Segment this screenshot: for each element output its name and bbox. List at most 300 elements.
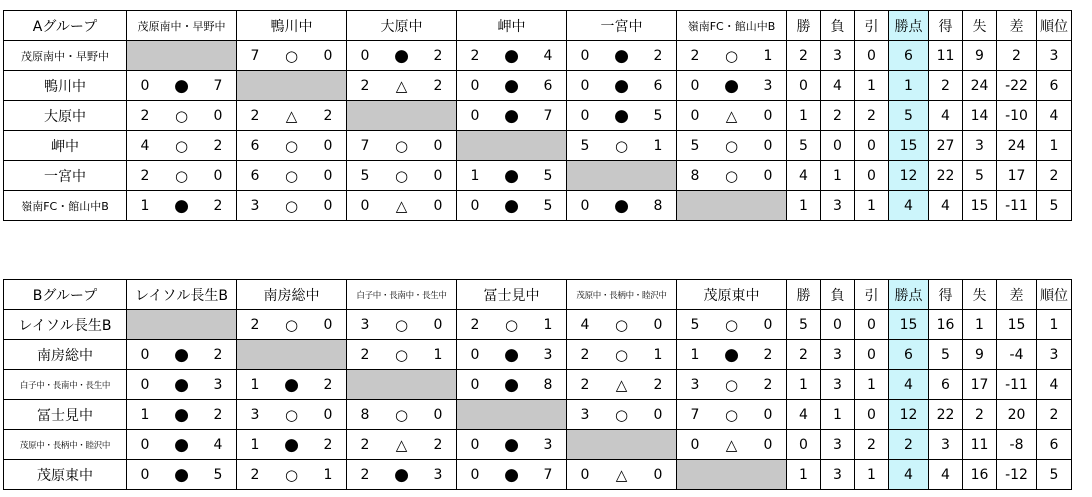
stat-cell: 6 <box>929 370 963 400</box>
goals-against: 0 <box>763 316 773 333</box>
goals-against: 2 <box>653 376 663 393</box>
header-row <box>4 280 1072 310</box>
group-b-table <box>3 279 1072 490</box>
column-team-header: 一宮中 <box>567 11 677 41</box>
goals-for: 2 <box>140 167 150 184</box>
match-result-cell <box>127 400 237 430</box>
goals-against: 0 <box>213 167 223 184</box>
stat-cell: 15 <box>963 191 997 221</box>
goals-for: 2 <box>250 316 260 333</box>
goals-for: 0 <box>580 197 590 214</box>
stat-cell: 4 <box>889 460 929 490</box>
stat-cell: 0 <box>787 71 821 101</box>
goals-against: 2 <box>653 47 663 64</box>
row-team-name: 冨士見中 <box>4 400 127 430</box>
result-mark: ● <box>174 464 189 485</box>
column-team-header: 鴨川中 <box>237 11 347 41</box>
goals-against: 2 <box>213 346 223 363</box>
stat-cell: 4 <box>787 400 821 430</box>
match-score <box>457 166 566 186</box>
result-mark: ○ <box>394 405 409 424</box>
match-score <box>237 375 346 395</box>
stat-header: 失 <box>963 11 997 41</box>
goals-against: 8 <box>543 376 553 393</box>
match-result-cell <box>237 400 347 430</box>
goals-for: 0 <box>140 436 150 453</box>
result-mark: ○ <box>614 345 629 364</box>
goals-for: 0 <box>690 436 700 453</box>
match-score <box>237 167 346 185</box>
match-score <box>567 316 676 334</box>
stat-cell: 5 <box>929 340 963 370</box>
result-mark: ● <box>724 344 739 365</box>
stat-cell: 4 <box>1037 101 1072 131</box>
goals-against: 0 <box>323 167 333 184</box>
result-mark: ● <box>394 45 409 66</box>
match-score <box>677 137 786 155</box>
match-score <box>457 375 566 395</box>
match-result-cell <box>457 191 567 221</box>
goals-for: 0 <box>470 436 480 453</box>
result-mark: ○ <box>724 166 739 185</box>
match-score <box>457 76 566 96</box>
result-mark: ● <box>284 434 299 455</box>
goals-for: 8 <box>690 167 700 184</box>
column-team-header: 岬中 <box>457 11 567 41</box>
goals-against: 5 <box>653 107 663 124</box>
stat-cell: 15 <box>997 310 1037 340</box>
match-score <box>677 107 786 125</box>
match-score <box>127 107 236 125</box>
stat-header: 勝点 <box>889 280 929 310</box>
stat-header: 負 <box>821 11 855 41</box>
match-score <box>567 346 676 364</box>
goals-against: 0 <box>323 197 333 214</box>
result-mark: △ <box>615 465 628 484</box>
stat-cell: 12 <box>889 400 929 430</box>
match-score <box>127 167 236 185</box>
self-match-cell <box>677 191 787 221</box>
match-result-cell <box>237 41 347 71</box>
result-mark: △ <box>285 106 298 125</box>
goals-for: 2 <box>690 47 700 64</box>
goals-for: 2 <box>360 346 370 363</box>
stat-cell: 1 <box>821 400 855 430</box>
goals-against: 0 <box>323 47 333 64</box>
goals-against: 5 <box>213 466 223 483</box>
match-score <box>567 196 676 216</box>
result-mark: ● <box>504 344 519 365</box>
match-score <box>677 406 786 424</box>
match-result-cell <box>457 340 567 370</box>
match-result-cell <box>567 460 677 490</box>
result-mark: ● <box>504 165 519 186</box>
stat-cell: 16 <box>929 310 963 340</box>
match-result-cell <box>567 191 677 221</box>
goals-against: 4 <box>213 436 223 453</box>
match-score <box>347 465 456 485</box>
stat-cell: 0 <box>787 430 821 460</box>
goals-against: 3 <box>213 376 223 393</box>
match-score <box>677 345 786 365</box>
result-mark: ○ <box>284 46 299 65</box>
match-score <box>237 137 346 155</box>
team-row <box>4 340 1072 370</box>
match-result-cell <box>677 430 787 460</box>
stat-cell: 1 <box>963 310 997 340</box>
match-score <box>347 346 456 364</box>
goals-for: 2 <box>470 47 480 64</box>
match-score <box>347 197 456 215</box>
goals-against: 2 <box>763 346 773 363</box>
result-mark: ● <box>504 464 519 485</box>
goals-for: 7 <box>360 137 370 154</box>
stat-cell: 1 <box>889 71 929 101</box>
goals-for: 3 <box>250 197 260 214</box>
stat-cell: 3 <box>821 460 855 490</box>
goals-for: 6 <box>250 137 260 154</box>
result-mark: ○ <box>724 375 739 394</box>
self-match-cell <box>567 161 677 191</box>
goals-for: 5 <box>360 167 370 184</box>
match-score <box>237 107 346 125</box>
goals-against: 0 <box>763 107 773 124</box>
goals-against: 5 <box>543 167 553 184</box>
result-mark: ● <box>174 75 189 96</box>
self-match-cell <box>237 340 347 370</box>
match-score <box>567 106 676 126</box>
match-result-cell <box>237 430 347 460</box>
goals-for: 1 <box>250 376 260 393</box>
team-row <box>4 191 1072 221</box>
goals-for: 2 <box>250 466 260 483</box>
goals-for: 1 <box>140 197 150 214</box>
match-result-cell <box>237 101 347 131</box>
stat-header: 勝 <box>787 280 821 310</box>
self-match-cell <box>567 430 677 460</box>
team-row <box>4 400 1072 430</box>
match-score <box>457 345 566 365</box>
result-mark: ○ <box>504 315 519 334</box>
self-match-cell <box>457 131 567 161</box>
stat-cell: -22 <box>997 71 1037 101</box>
goals-for: 2 <box>360 466 370 483</box>
result-mark: ● <box>504 434 519 455</box>
stat-cell: 4 <box>929 460 963 490</box>
match-result-cell <box>347 41 457 71</box>
stat-cell: 3 <box>821 370 855 400</box>
match-result-cell <box>237 370 347 400</box>
goals-for: 0 <box>470 107 480 124</box>
self-match-cell <box>457 400 567 430</box>
team-row <box>4 101 1072 131</box>
result-mark: ○ <box>394 166 409 185</box>
match-score <box>457 46 566 66</box>
result-mark: ● <box>504 195 519 216</box>
goals-against: 1 <box>653 137 663 154</box>
goals-for: 2 <box>580 376 590 393</box>
stat-header: 勝 <box>787 11 821 41</box>
stat-cell: 1 <box>787 101 821 131</box>
goals-for: 4 <box>580 316 590 333</box>
column-team-header: 大原中 <box>347 11 457 41</box>
stat-cell: 4 <box>929 101 963 131</box>
goals-against: 2 <box>213 197 223 214</box>
match-result-cell <box>677 370 787 400</box>
goals-against: 0 <box>213 107 223 124</box>
stat-cell: 5 <box>787 131 821 161</box>
goals-for: 2 <box>580 346 590 363</box>
stat-cell: 6 <box>1037 71 1072 101</box>
goals-for: 6 <box>250 167 260 184</box>
match-result-cell <box>677 101 787 131</box>
result-mark: ○ <box>614 315 629 334</box>
goals-against: 1 <box>763 47 773 64</box>
match-score <box>567 46 676 66</box>
goals-against: 0 <box>323 406 333 423</box>
stat-cell: 2 <box>855 101 889 131</box>
result-mark: ○ <box>284 315 299 334</box>
stat-cell: 2 <box>821 101 855 131</box>
stat-cell: 12 <box>889 161 929 191</box>
match-score <box>127 345 236 365</box>
match-result-cell <box>457 161 567 191</box>
stat-cell: 0 <box>855 310 889 340</box>
match-result-cell <box>127 460 237 490</box>
match-result-cell <box>237 131 347 161</box>
stat-cell: 6 <box>889 340 929 370</box>
row-team-name: 茂原中・長柄中・睦沢中 <box>4 430 127 460</box>
match-result-cell <box>347 400 457 430</box>
result-mark: ○ <box>724 46 739 65</box>
goals-against: 0 <box>653 466 663 483</box>
goals-for: 1 <box>250 436 260 453</box>
result-mark: ● <box>614 45 629 66</box>
self-match-cell <box>347 101 457 131</box>
group-title: Aグループ <box>4 11 127 41</box>
goals-against: 2 <box>213 137 223 154</box>
goals-against: 7 <box>213 77 223 94</box>
match-score <box>127 435 236 455</box>
row-team-name: レイソル長生B <box>4 310 127 340</box>
goals-against: 6 <box>653 77 663 94</box>
match-score <box>677 167 786 185</box>
stat-cell: 1 <box>787 191 821 221</box>
goals-against: 0 <box>433 167 443 184</box>
stat-cell: 1 <box>855 71 889 101</box>
match-score <box>237 197 346 215</box>
stat-cell: 1 <box>821 161 855 191</box>
result-mark: ● <box>504 105 519 126</box>
stat-cell: 27 <box>929 131 963 161</box>
match-result-cell <box>347 310 457 340</box>
stat-cell: 24 <box>963 71 997 101</box>
match-result-cell <box>567 131 677 161</box>
goals-against: 1 <box>543 316 553 333</box>
goals-against: 1 <box>653 346 663 363</box>
match-score <box>347 77 456 95</box>
stat-cell: 5 <box>889 101 929 131</box>
stat-cell: 15 <box>889 310 929 340</box>
stat-cell: 5 <box>963 161 997 191</box>
match-result-cell <box>127 161 237 191</box>
goals-against: 3 <box>543 346 553 363</box>
match-result-cell <box>237 161 347 191</box>
goals-against: 2 <box>433 436 443 453</box>
goals-against: 7 <box>543 466 553 483</box>
goals-for: 0 <box>360 197 370 214</box>
self-match-cell <box>127 41 237 71</box>
stat-cell: 22 <box>929 400 963 430</box>
result-mark: ● <box>724 75 739 96</box>
stat-cell: 1 <box>1037 131 1072 161</box>
stat-cell: 2 <box>787 41 821 71</box>
stat-cell: 24 <box>997 131 1037 161</box>
match-score <box>567 406 676 424</box>
stat-cell: 20 <box>997 400 1037 430</box>
goals-for: 7 <box>690 406 700 423</box>
result-mark: △ <box>615 375 628 394</box>
match-result-cell <box>127 101 237 131</box>
goals-for: 2 <box>250 107 260 124</box>
stat-cell: -10 <box>997 101 1037 131</box>
goals-for: 1 <box>140 406 150 423</box>
goals-against: 0 <box>763 137 773 154</box>
stat-cell: 22 <box>929 161 963 191</box>
match-result-cell <box>677 400 787 430</box>
goals-for: 3 <box>250 406 260 423</box>
goals-for: 1 <box>690 346 700 363</box>
stat-cell: 1 <box>787 370 821 400</box>
row-team-name: 茂原南中・早野中 <box>4 41 127 71</box>
stat-cell: 4 <box>929 191 963 221</box>
match-result-cell <box>127 430 237 460</box>
goals-for: 2 <box>360 436 370 453</box>
stat-cell: 16 <box>963 460 997 490</box>
match-result-cell <box>457 460 567 490</box>
stat-cell: 3 <box>1037 340 1072 370</box>
result-mark: △ <box>725 106 738 125</box>
match-score <box>567 137 676 155</box>
goals-against: 2 <box>323 107 333 124</box>
match-score <box>347 46 456 66</box>
column-team-header: 白子中・長南中・長生中 <box>347 280 457 310</box>
match-score <box>127 76 236 96</box>
goals-against: 0 <box>763 436 773 453</box>
row-team-name: 嶺南FC・館山中B <box>4 191 127 221</box>
goals-against: 0 <box>653 406 663 423</box>
result-mark: ● <box>614 195 629 216</box>
team-row <box>4 430 1072 460</box>
stat-cell: 2 <box>997 41 1037 71</box>
goals-for: 0 <box>580 77 590 94</box>
match-score <box>677 436 786 454</box>
goals-against: 0 <box>323 137 333 154</box>
match-result-cell <box>677 310 787 340</box>
goals-for: 0 <box>140 376 150 393</box>
match-result-cell <box>347 430 457 460</box>
match-result-cell <box>347 161 457 191</box>
self-match-cell <box>237 71 347 101</box>
stat-cell: -11 <box>997 191 1037 221</box>
stat-header: 差 <box>997 11 1037 41</box>
match-result-cell <box>567 41 677 71</box>
stat-cell: 15 <box>889 131 929 161</box>
match-result-cell <box>347 340 457 370</box>
match-score <box>567 376 676 394</box>
column-team-header: 冨士見中 <box>457 280 567 310</box>
self-match-cell <box>347 370 457 400</box>
stat-cell: 4 <box>787 161 821 191</box>
result-mark: △ <box>395 196 408 215</box>
stat-cell: 1 <box>1037 310 1072 340</box>
goals-for: 0 <box>140 77 150 94</box>
stat-header: 順位 <box>1037 11 1072 41</box>
match-score <box>457 465 566 485</box>
stat-cell: 1 <box>855 191 889 221</box>
row-team-name: 茂原東中 <box>4 460 127 490</box>
result-mark: ● <box>284 374 299 395</box>
stat-cell: 2 <box>889 430 929 460</box>
goals-for: 0 <box>470 77 480 94</box>
result-mark: ● <box>504 45 519 66</box>
match-result-cell <box>567 310 677 340</box>
stat-header: 得 <box>929 280 963 310</box>
match-score <box>347 406 456 424</box>
goals-against: 2 <box>323 436 333 453</box>
stat-cell: 0 <box>855 340 889 370</box>
column-team-header: レイソル長生B <box>127 280 237 310</box>
result-mark: ○ <box>284 196 299 215</box>
result-mark: △ <box>395 76 408 95</box>
goals-for: 0 <box>690 77 700 94</box>
match-result-cell <box>677 41 787 71</box>
match-result-cell <box>127 340 237 370</box>
match-result-cell <box>567 370 677 400</box>
match-score <box>127 137 236 155</box>
row-team-name: 白子中・長南中・長生中 <box>4 370 127 400</box>
column-team-header: 茂原中・長柄中・睦沢中 <box>567 280 677 310</box>
row-team-name: 南房総中 <box>4 340 127 370</box>
goals-for: 0 <box>580 466 590 483</box>
stat-cell: 1 <box>787 460 821 490</box>
stat-cell: 0 <box>855 131 889 161</box>
goals-against: 0 <box>433 316 443 333</box>
result-mark: ● <box>504 75 519 96</box>
result-mark: ○ <box>394 315 409 334</box>
stat-cell: 2 <box>963 400 997 430</box>
match-score <box>457 106 566 126</box>
match-score <box>347 137 456 155</box>
goals-against: 0 <box>433 406 443 423</box>
goals-against: 0 <box>323 316 333 333</box>
match-result-cell <box>677 340 787 370</box>
match-result-cell <box>127 71 237 101</box>
result-mark: ○ <box>394 345 409 364</box>
stat-cell: 6 <box>1037 430 1072 460</box>
stat-cell: 5 <box>1037 460 1072 490</box>
goals-for: 5 <box>580 137 590 154</box>
result-mark: ● <box>174 374 189 395</box>
match-score <box>237 435 346 455</box>
match-result-cell <box>347 191 457 221</box>
stat-header: 引 <box>855 280 889 310</box>
match-result-cell <box>347 71 457 101</box>
goals-for: 0 <box>140 346 150 363</box>
match-result-cell <box>127 131 237 161</box>
row-team-name: 一宮中 <box>4 161 127 191</box>
goals-against: 6 <box>543 77 553 94</box>
